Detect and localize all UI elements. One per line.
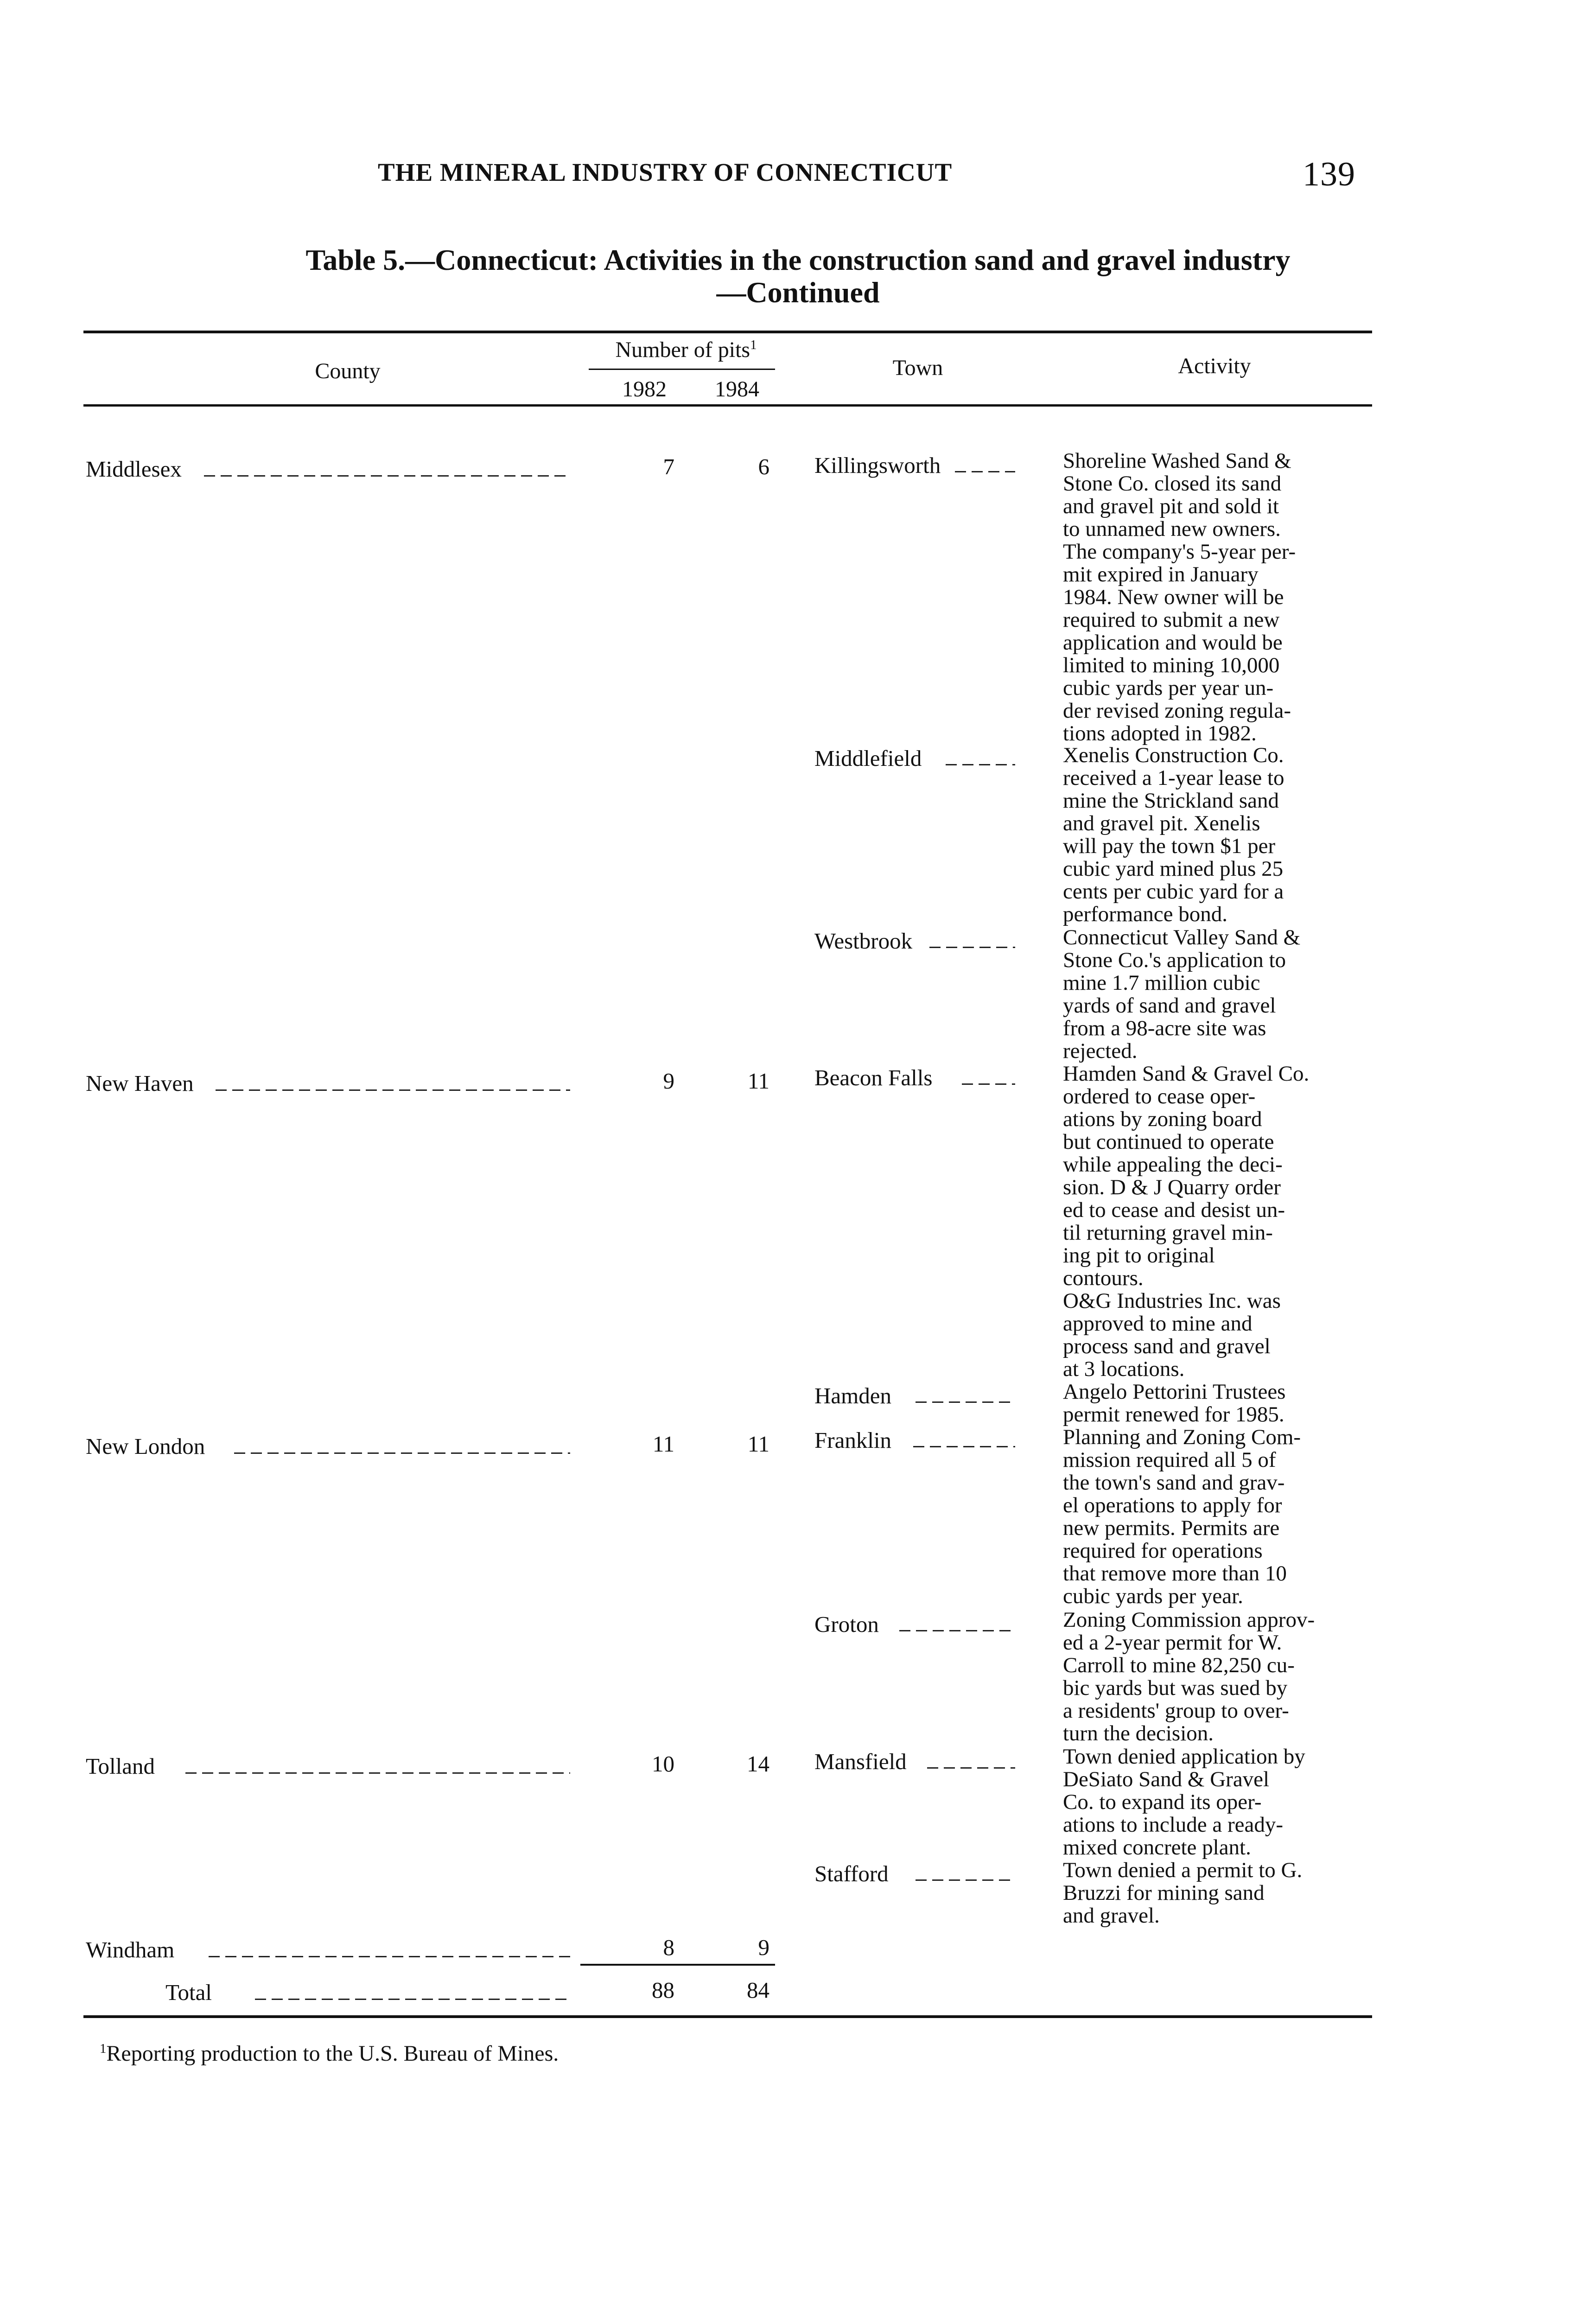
table-title-line-1: Table 5.—Connecticut: Activities in the construction sand and gravel industry bbox=[305, 243, 1291, 276]
activity-line: mixed concrete plant. bbox=[1063, 1835, 1251, 1859]
dot-leader bbox=[209, 1956, 570, 1957]
town-groton: Groton bbox=[814, 1611, 879, 1637]
county-new-london: New London bbox=[86, 1433, 205, 1459]
activity-line: ordered to cease oper- bbox=[1063, 1084, 1256, 1108]
pits-1982-windham: 8 bbox=[663, 1935, 674, 1960]
page-number: 139 bbox=[1303, 155, 1355, 193]
footnote bbox=[100, 2041, 559, 2066]
activity-line: cubic yard mined plus 25 bbox=[1063, 857, 1284, 881]
activity-hamden bbox=[1063, 1381, 1401, 1426]
pits-1984-tolland: 14 bbox=[747, 1751, 769, 1777]
pits-1982-total: 88 bbox=[652, 1977, 674, 2003]
activity-line: required for operations bbox=[1063, 1539, 1263, 1563]
table-title-line-2: —Continued bbox=[716, 276, 880, 309]
column-header-town: Town bbox=[892, 356, 943, 380]
activity-line: that remove more than 10 bbox=[1063, 1561, 1287, 1586]
activity-line: ed to cease and desist un- bbox=[1063, 1198, 1285, 1222]
town-stafford: Stafford bbox=[814, 1861, 889, 1886]
activity-franklin bbox=[1063, 1426, 1401, 1608]
county-total: Total bbox=[165, 1980, 212, 2005]
activity-line: at 3 locations. bbox=[1063, 1357, 1185, 1381]
activity-line: turn the decision. bbox=[1063, 1721, 1214, 1745]
activity-middlefield bbox=[1063, 744, 1401, 926]
activity-line: Co. to expand its oper- bbox=[1063, 1790, 1262, 1814]
activity-line: but continued to operate bbox=[1063, 1130, 1274, 1154]
activity-line: the town's sand and grav- bbox=[1063, 1471, 1285, 1495]
activity-line: mine the Strickland sand bbox=[1063, 789, 1279, 813]
activity-line: from a 98-acre site was bbox=[1063, 1016, 1266, 1040]
activity-mansfield bbox=[1063, 1745, 1401, 1859]
header-bottom-rule bbox=[83, 404, 1372, 407]
total-sum-rule bbox=[580, 1964, 775, 1966]
pits-1984-total: 84 bbox=[747, 1977, 769, 2003]
activity-line: cubic yards per year. bbox=[1063, 1584, 1243, 1608]
activity-beacon-falls-2 bbox=[1063, 1290, 1401, 1381]
activity-line: and gravel pit. Xenelis bbox=[1063, 811, 1260, 835]
dot-leader bbox=[204, 475, 570, 477]
activity-line: DeSiato Sand & Gravel bbox=[1063, 1767, 1270, 1791]
town-mansfield: Mansfield bbox=[814, 1749, 907, 1774]
activity-line: Carroll to mine 82,250 cu- bbox=[1063, 1653, 1295, 1677]
dot-leader bbox=[929, 947, 1015, 948]
activity-line: Zoning Commission approv- bbox=[1063, 1608, 1315, 1632]
activity-line: 1984. New owner will be bbox=[1063, 585, 1284, 609]
activity-line: Angelo Pettorini Trustees bbox=[1063, 1380, 1286, 1404]
column-header-1984: 1984 bbox=[715, 377, 759, 401]
dot-leader bbox=[234, 1452, 570, 1454]
activity-line: will pay the town $1 per bbox=[1063, 834, 1276, 858]
dot-leader bbox=[185, 1772, 570, 1774]
dot-leader bbox=[216, 1089, 570, 1091]
town-beacon-falls: Beacon Falls bbox=[814, 1065, 933, 1090]
activity-line: Town denied a permit to G. bbox=[1063, 1858, 1303, 1882]
activity-line: cubic yards per year un- bbox=[1063, 676, 1274, 700]
activity-line: application and would be bbox=[1063, 630, 1283, 655]
activity-line: bic yards but was sued by bbox=[1063, 1676, 1288, 1700]
activity-line: O&G Industries Inc. was bbox=[1063, 1289, 1281, 1313]
footnote-marker: 1 bbox=[100, 2041, 107, 2056]
county-middlesex: Middlesex bbox=[86, 456, 182, 482]
pits-1982-new-haven: 9 bbox=[663, 1068, 674, 1094]
footnote-mark: 1 bbox=[750, 338, 757, 352]
activity-line: Shoreline Washed Sand & bbox=[1063, 449, 1291, 473]
activity-line: Hamden Sand & Gravel Co. bbox=[1063, 1062, 1310, 1086]
pits-1982-new-london: 11 bbox=[652, 1431, 674, 1457]
activity-line: Stone Co.'s application to bbox=[1063, 948, 1286, 972]
activity-line: mine 1.7 million cubic bbox=[1063, 971, 1260, 995]
activity-line: required to submit a new bbox=[1063, 608, 1280, 632]
activity-groton bbox=[1063, 1609, 1401, 1745]
activity-line: The company's 5-year per- bbox=[1063, 540, 1296, 564]
column-header-number-of-pits: Number of pits$^1$ bbox=[615, 338, 757, 362]
activity-line: contours. bbox=[1063, 1266, 1144, 1290]
activity-line: der revised zoning regula- bbox=[1063, 699, 1291, 723]
activity-line: ing pit to original bbox=[1063, 1243, 1215, 1267]
table-bottom-rule bbox=[83, 2015, 1372, 2018]
pits-1982-tolland: 10 bbox=[652, 1751, 674, 1777]
dot-leader bbox=[255, 1999, 570, 2000]
pits-header-rule bbox=[589, 369, 775, 370]
pits-1984-new-haven: 11 bbox=[747, 1068, 769, 1094]
dot-leader bbox=[916, 1879, 1015, 1881]
activity-line: til returning gravel min- bbox=[1063, 1221, 1273, 1245]
activity-stafford bbox=[1063, 1859, 1401, 1927]
activity-beacon-falls bbox=[1063, 1063, 1401, 1290]
activity-line: mit expired in January bbox=[1063, 562, 1259, 586]
activity-line: new permits. Permits are bbox=[1063, 1516, 1280, 1540]
pits-1984-windham: 9 bbox=[758, 1935, 769, 1960]
activity-line: process sand and gravel bbox=[1063, 1334, 1271, 1358]
activity-line: while appealing the deci- bbox=[1063, 1153, 1283, 1177]
pits-1984-middlesex: 6 bbox=[758, 454, 769, 479]
county-tolland: Tolland bbox=[86, 1753, 155, 1779]
dot-leader bbox=[946, 764, 1015, 765]
activity-line: limited to mining 10,000 bbox=[1063, 653, 1280, 677]
activity-line: ations to include a ready- bbox=[1063, 1813, 1284, 1837]
town-middlefield: Middlefield bbox=[814, 745, 922, 771]
activity-line: sion. D & J Quarry order bbox=[1063, 1175, 1281, 1199]
activity-line: received a 1-year lease to bbox=[1063, 766, 1284, 790]
activity-line: a residents' group to over- bbox=[1063, 1699, 1289, 1723]
town-killingsworth: Killingsworth bbox=[814, 452, 941, 478]
column-header-activity: Activity bbox=[1178, 354, 1251, 378]
activity-killingsworth bbox=[1063, 450, 1401, 745]
dot-leader bbox=[913, 1446, 1015, 1447]
activity-line: Xenelis Construction Co. bbox=[1063, 743, 1284, 767]
column-header-1982: 1982 bbox=[622, 377, 667, 401]
dot-leader bbox=[916, 1401, 1015, 1403]
activity-line: rejected. bbox=[1063, 1039, 1138, 1063]
table-top-rule bbox=[83, 331, 1372, 333]
activity-line: cents per cubic yard for a bbox=[1063, 879, 1284, 904]
activity-line: ed a 2-year permit for W. bbox=[1063, 1630, 1282, 1655]
activity-line: tions adopted in 1982. bbox=[1063, 721, 1257, 745]
activity-line: to unnamed new owners. bbox=[1063, 517, 1281, 541]
activity-line: ations by zoning board bbox=[1063, 1107, 1262, 1131]
activity-line: Bruzzi for mining sand bbox=[1063, 1881, 1265, 1905]
activity-line: yards of sand and gravel bbox=[1063, 993, 1276, 1018]
activity-line: el operations to apply for bbox=[1063, 1493, 1282, 1517]
county-new-haven: New Haven bbox=[86, 1070, 194, 1096]
activity-line: Planning and Zoning Com- bbox=[1063, 1425, 1301, 1449]
activity-line: performance bond. bbox=[1063, 902, 1227, 926]
running-head-title: THE MINERAL INDUSTRY OF CONNECTICUT bbox=[378, 158, 953, 186]
activity-westbrook bbox=[1063, 926, 1401, 1063]
pits-1984-new-london: 11 bbox=[747, 1431, 769, 1457]
town-franklin: Franklin bbox=[814, 1427, 892, 1453]
footnote-text: Reporting production to the U.S. Bureau of Mines. bbox=[106, 2041, 559, 2066]
pits-1982-middlesex: 7 bbox=[663, 454, 674, 479]
column-header-county: County bbox=[315, 359, 381, 383]
dot-leader bbox=[927, 1767, 1015, 1769]
dot-leader bbox=[899, 1630, 1015, 1631]
town-westbrook: Westbrook bbox=[814, 928, 913, 954]
activity-line: Connecticut Valley Sand & bbox=[1063, 925, 1301, 949]
dot-leader bbox=[962, 1083, 1015, 1085]
county-windham: Windham bbox=[86, 1937, 175, 1962]
activity-line: mission required all 5 of bbox=[1063, 1448, 1276, 1472]
activity-line: Town denied application by bbox=[1063, 1745, 1305, 1769]
activity-line: and gravel. bbox=[1063, 1904, 1160, 1928]
town-hamden: Hamden bbox=[814, 1383, 891, 1408]
activity-line: permit renewed for 1985. bbox=[1063, 1402, 1284, 1426]
activity-line: and gravel pit and sold it bbox=[1063, 494, 1279, 518]
dot-leader bbox=[955, 471, 1015, 472]
activity-line: Stone Co. closed its sand bbox=[1063, 471, 1282, 496]
activity-line: approved to mine and bbox=[1063, 1312, 1253, 1336]
